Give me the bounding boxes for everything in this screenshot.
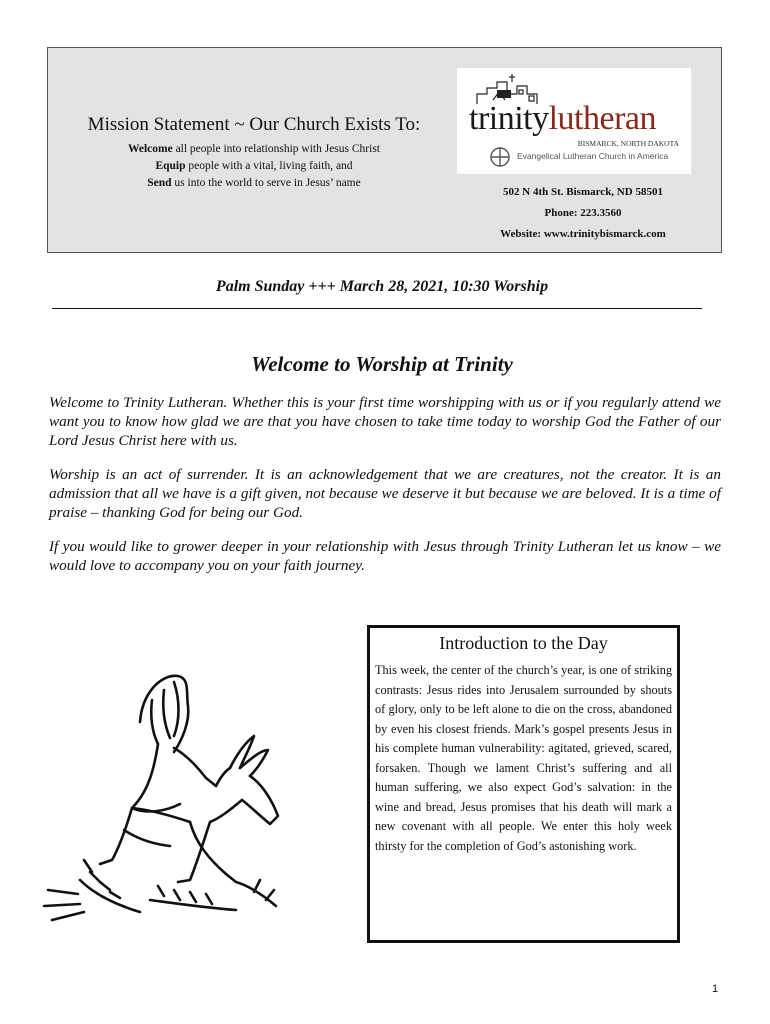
welcome-body (49, 393, 721, 590)
divider (52, 308, 702, 309)
mission-line-welcome: Welcome all people into relationship with Jesus Christ (127, 143, 380, 155)
welcome-paragraph: Worship is an act of surrender. It is an acknowledgement that we are creatures, not the creator. It is an admission that all we have is a gift given, not because we deserve it but because we are beloved. It is a time of praise – thanking God for being our God. (49, 466, 721, 521)
logo-wordmark: trinitylutheran (469, 100, 657, 137)
page-number: 1 (712, 983, 719, 995)
church-logo (457, 68, 691, 174)
mission-line-equip: Equip people with a vital, living faith, and (155, 160, 353, 172)
mission-lines (70, 141, 438, 192)
intro-box (367, 625, 680, 943)
intro-text: This week, the center of the church’s year, is one of striking contrasts: Jesus rides into Jerusalem surrounded by shouts of glory, only to be left alone to die on the cross, abandoned by even his closest friends. Mark’s gospel presents Jesus in his complete human vulnerability: agitated, grieved, scared, forsaken. Though we lament Christ’s suffering and all human suffering, we also expect God’s salvation: in the wine and bread, Jesus promises that his death will mark a new covenant with all people. We enter this holy week thirsty for the completion of God’s astonishing work. (375, 663, 672, 853)
phone: Phone: 223.3560 (544, 207, 622, 219)
mission-line-send: Send us into the world to serve in Jesus’ name (147, 177, 361, 189)
logo-city: BISMARCK, NORTH DAKOTA (577, 139, 679, 148)
welcome-paragraph: Welcome to Trinity Lutheran. Whether this is your first time worshipping with us or if you regularly attend we want you to know how glad we are that you have chosen to take time today to worship God the Father of our Lord Jesus Christ here with us. (49, 394, 721, 449)
header-box (47, 47, 722, 253)
website-link[interactable]: Website: www.trinitybismarck.com (500, 228, 666, 240)
service-date-line: Palm Sunday +++ March 28, 2021, 10:30 Worship (215, 278, 549, 295)
welcome-title: Welcome to Worship at Trinity (251, 352, 513, 376)
intro-title: Introduction to the Day (439, 633, 608, 653)
welcome-paragraph: If you would like to grower deeper in your relationship with Jesus through Trinity Lutheran let us know – we would love to accompany you on your faith journey. (49, 538, 721, 574)
address: 502 N 4th St. Bismarck, ND 58501 (503, 186, 663, 198)
jesus-on-donkey-icon (40, 660, 330, 940)
mission-title: Mission Statement ~ Our Church Exists To: (87, 114, 421, 135)
logo-denomination: Evangelical Lutheran Church in America (517, 151, 669, 161)
contact-info (463, 182, 703, 245)
